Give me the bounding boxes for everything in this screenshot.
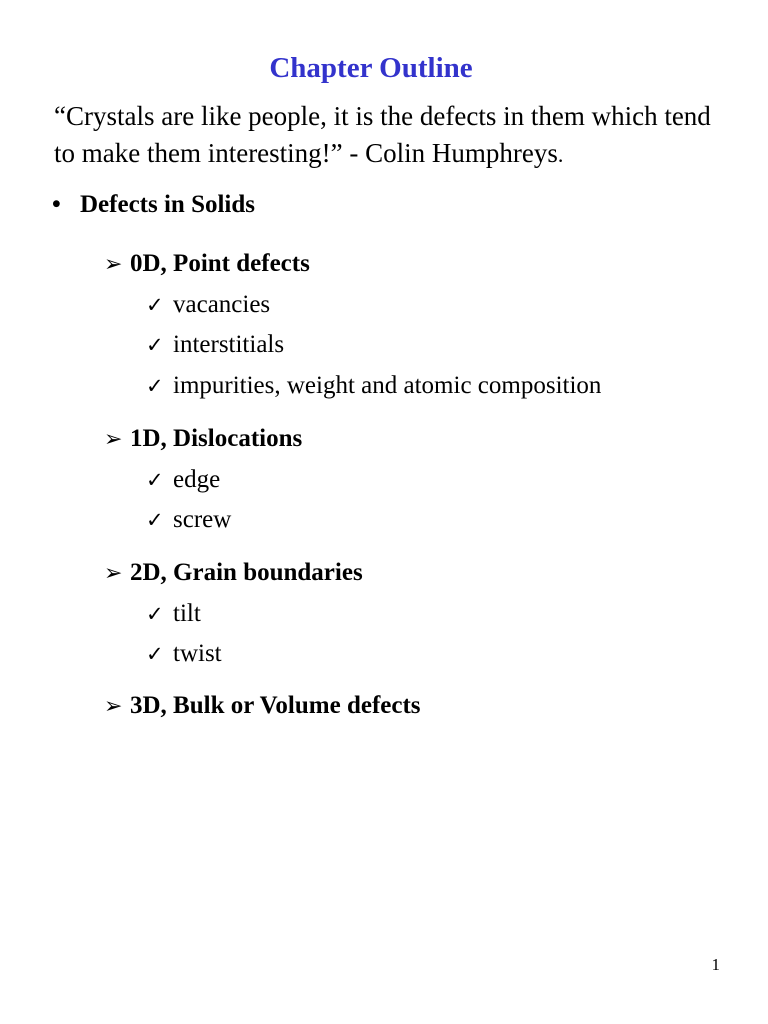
bullet-dot: • xyxy=(52,191,61,218)
list-item xyxy=(146,372,601,400)
list-item-label: impurities, weight and atomic composition xyxy=(173,372,602,399)
section-label: 0D, Point defects xyxy=(130,250,310,277)
main-bullet-label: Defects in Solids xyxy=(80,191,255,218)
arrow-icon: ➢ xyxy=(104,694,123,719)
list-item xyxy=(146,331,284,359)
section-2d xyxy=(104,559,363,587)
list-item xyxy=(146,640,222,668)
list-item-label: twist xyxy=(173,640,222,667)
section-label: 2D, Grain boundaries xyxy=(130,559,363,586)
list-item xyxy=(146,466,220,494)
list-item xyxy=(146,291,270,319)
main-bullet xyxy=(52,191,255,219)
list-item-label: interstitials xyxy=(173,331,285,358)
check-icon: ✓ xyxy=(146,374,164,398)
arrow-icon: ➢ xyxy=(104,427,123,452)
list-item-label: tilt xyxy=(173,600,201,627)
check-icon: ✓ xyxy=(146,642,164,666)
quote xyxy=(54,98,734,173)
list-item-label: screw xyxy=(173,506,232,533)
page-title: Chapter Outline xyxy=(269,52,473,84)
section-0d xyxy=(104,250,310,278)
section-label: 3D, Bulk or Volume defects xyxy=(130,692,421,719)
section-3d xyxy=(104,692,421,720)
check-icon: ✓ xyxy=(146,508,164,532)
quote-tail: . xyxy=(557,142,564,167)
arrow-icon: ➢ xyxy=(104,252,123,277)
arrow-icon: ➢ xyxy=(104,561,123,586)
section-1d xyxy=(104,425,302,453)
list-item-label: vacancies xyxy=(173,291,271,318)
quote-text: “Crystals are like people, it is the defects in them which tend to make them interesting!” - Colin Humphreys xyxy=(54,101,711,168)
check-icon: ✓ xyxy=(146,293,164,317)
check-icon: ✓ xyxy=(146,333,164,357)
section-label: 1D, Dislocations xyxy=(130,425,303,452)
list-item-label: edge xyxy=(173,466,221,493)
list-item xyxy=(146,600,201,628)
list-item xyxy=(146,506,231,534)
check-icon: ✓ xyxy=(146,602,164,626)
check-icon: ✓ xyxy=(146,468,164,492)
page-number: 1 xyxy=(711,955,720,974)
